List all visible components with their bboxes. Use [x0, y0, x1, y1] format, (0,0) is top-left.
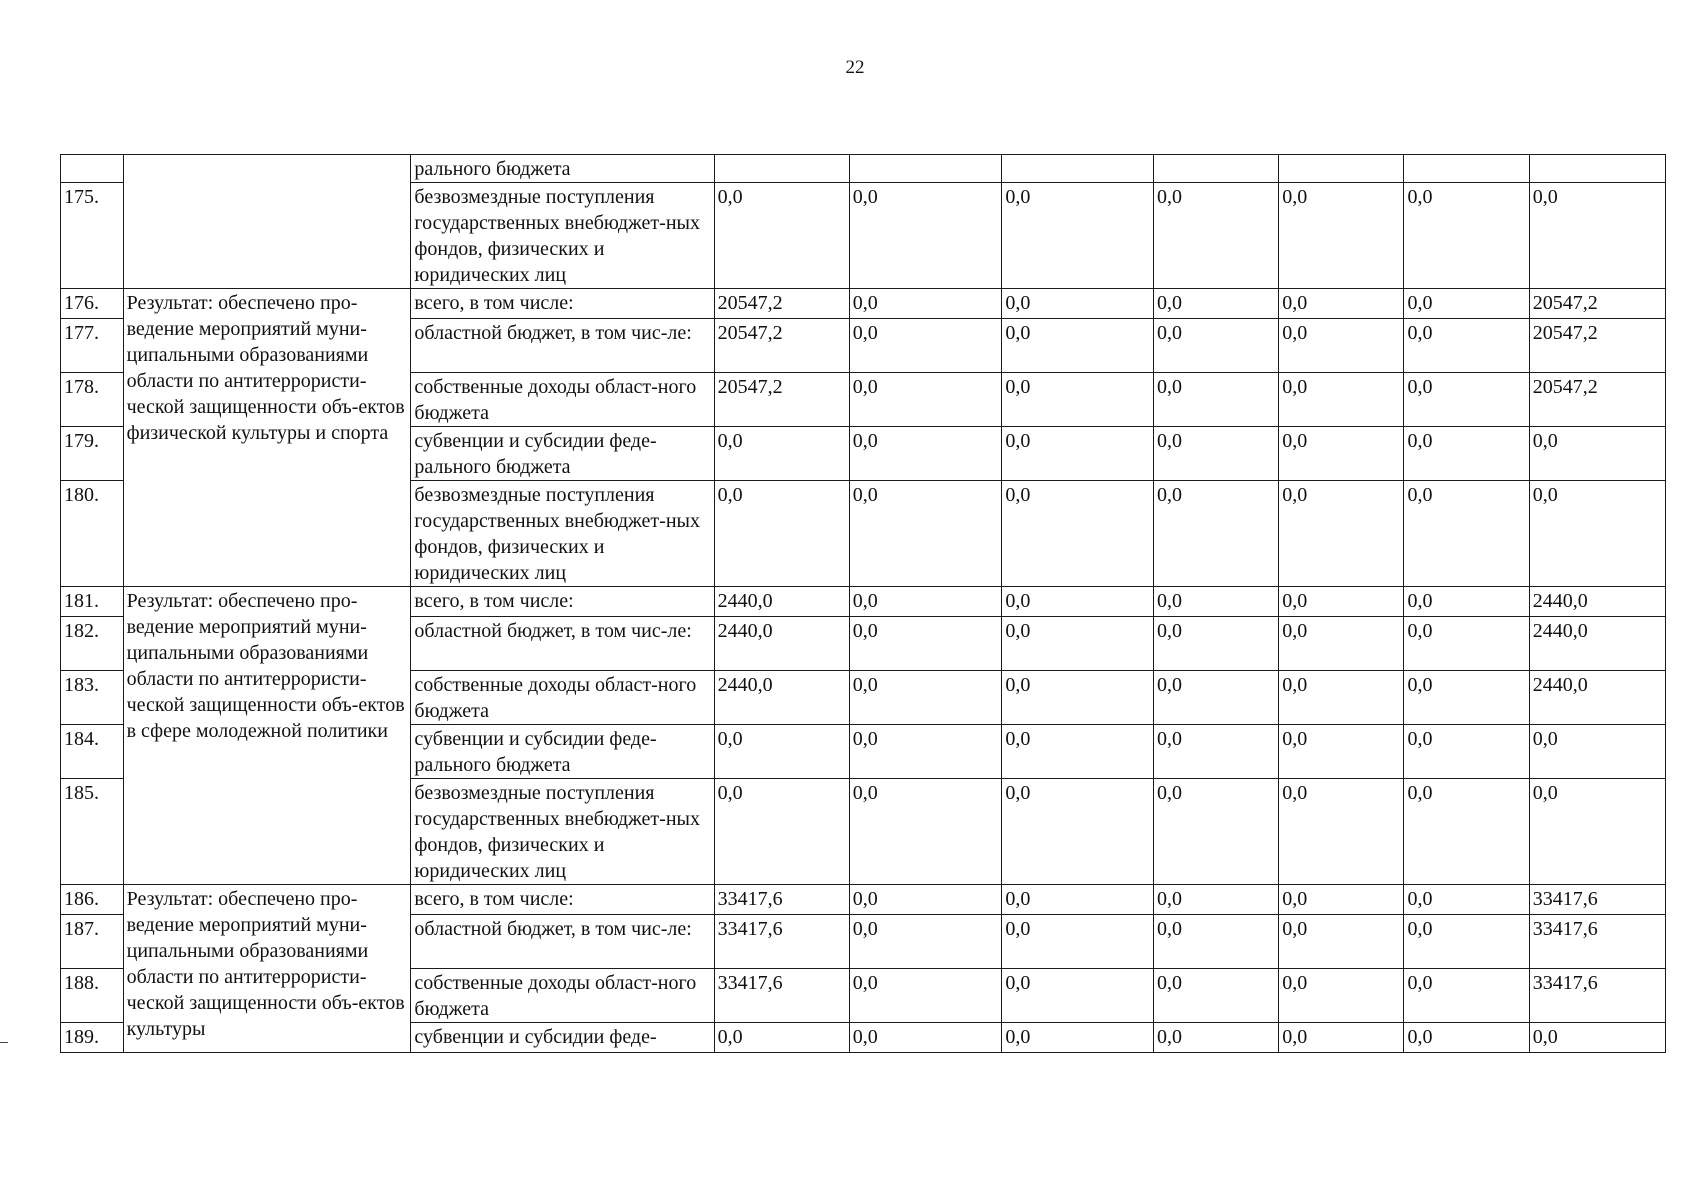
- amount-cell: 33417,6: [1529, 969, 1665, 1023]
- amount-cell: 0,0: [1404, 183, 1529, 289]
- amount-cell: 0,0: [849, 427, 1002, 481]
- amount-cell: 0,0: [1279, 319, 1404, 373]
- amount-cell: 20547,2: [714, 289, 849, 319]
- amount-cell: [1154, 155, 1279, 183]
- funding-source: собственные доходы област-ного бюджета: [411, 373, 714, 427]
- amount-cell: 0,0: [1404, 671, 1529, 725]
- amount-cell: 0,0: [1404, 319, 1529, 373]
- amount-cell: 0,0: [1154, 183, 1279, 289]
- amount-cell: 0,0: [1404, 617, 1529, 671]
- amount-cell: [1404, 155, 1529, 183]
- amount-cell: [1002, 155, 1154, 183]
- row-number: 180.: [61, 481, 124, 587]
- amount-cell: 0,0: [1279, 885, 1404, 915]
- funding-source: всего, в том числе:: [411, 885, 714, 915]
- amount-cell: 0,0: [1529, 1023, 1665, 1053]
- row-number: 186.: [61, 885, 124, 915]
- funding-source: безвозмездные поступления государственных внебюджет-ных фондов, физических и юридических лиц: [411, 481, 714, 587]
- amount-cell: 0,0: [1002, 373, 1154, 427]
- amount-cell: 0,0: [1154, 587, 1279, 617]
- amount-cell: 0,0: [1154, 319, 1279, 373]
- amount-cell: 0,0: [1404, 481, 1529, 587]
- amount-cell: 2440,0: [1529, 617, 1665, 671]
- amount-cell: 0,0: [1002, 319, 1154, 373]
- amount-cell: 2440,0: [1529, 587, 1665, 617]
- amount-cell: 0,0: [1279, 373, 1404, 427]
- funding-source: собственные доходы област-ного бюджета: [411, 969, 714, 1023]
- amount-cell: 33417,6: [1529, 885, 1665, 915]
- row-number: 184.: [61, 725, 124, 779]
- amount-cell: 2440,0: [714, 587, 849, 617]
- amount-cell: 2440,0: [714, 617, 849, 671]
- amount-cell: 0,0: [849, 289, 1002, 319]
- funding-source: субвенции и субсидии феде-: [411, 1023, 714, 1053]
- table-row: [61, 587, 1666, 617]
- amount-cell: 0,0: [1154, 671, 1279, 725]
- row-number: 189.: [61, 1023, 124, 1053]
- amount-cell: 0,0: [1154, 289, 1279, 319]
- amount-cell: 0,0: [1154, 779, 1279, 885]
- amount-cell: 0,0: [1154, 617, 1279, 671]
- amount-cell: 0,0: [1002, 885, 1154, 915]
- margin-mark: [0, 1042, 8, 1043]
- amount-cell: 0,0: [1404, 587, 1529, 617]
- amount-cell: 0,0: [1404, 885, 1529, 915]
- amount-cell: 0,0: [1404, 373, 1529, 427]
- amount-cell: 0,0: [1529, 427, 1665, 481]
- budget-table: [60, 154, 1666, 1053]
- row-number: 185.: [61, 779, 124, 885]
- funding-source: собственные доходы област-ного бюджета: [411, 671, 714, 725]
- table-row: [61, 155, 1666, 183]
- row-number: 179.: [61, 427, 124, 481]
- amount-cell: [1279, 155, 1404, 183]
- amount-cell: 0,0: [1002, 1023, 1154, 1053]
- amount-cell: 0,0: [849, 373, 1002, 427]
- amount-cell: 0,0: [1529, 183, 1665, 289]
- amount-cell: 0,0: [1002, 915, 1154, 969]
- amount-cell: 0,0: [1154, 969, 1279, 1023]
- amount-cell: 20547,2: [1529, 289, 1665, 319]
- amount-cell: 0,0: [849, 969, 1002, 1023]
- row-number: 183.: [61, 671, 124, 725]
- amount-cell: 0,0: [1002, 427, 1154, 481]
- amount-cell: 2440,0: [714, 671, 849, 725]
- amount-cell: 0,0: [1279, 183, 1404, 289]
- amount-cell: 33417,6: [714, 969, 849, 1023]
- amount-cell: 0,0: [1529, 725, 1665, 779]
- funding-source: субвенции и субсидии феде-рального бюджета: [411, 427, 714, 481]
- amount-cell: 33417,6: [1529, 915, 1665, 969]
- amount-cell: 0,0: [1154, 915, 1279, 969]
- row-number: 176.: [61, 289, 124, 319]
- funding-source: субвенции и субсидии феде-рального бюджета: [411, 725, 714, 779]
- amount-cell: 0,0: [714, 779, 849, 885]
- row-number: 178.: [61, 373, 124, 427]
- amount-cell: 0,0: [849, 481, 1002, 587]
- amount-cell: 0,0: [1154, 481, 1279, 587]
- amount-cell: 0,0: [1279, 481, 1404, 587]
- funding-source: всего, в том числе:: [411, 587, 714, 617]
- amount-cell: 0,0: [1002, 969, 1154, 1023]
- row-number: 188.: [61, 969, 124, 1023]
- amount-cell: 0,0: [1279, 587, 1404, 617]
- amount-cell: 0,0: [714, 183, 849, 289]
- amount-cell: 0,0: [1404, 289, 1529, 319]
- amount-cell: 20547,2: [714, 373, 849, 427]
- result-description: [123, 155, 411, 289]
- amount-cell: 0,0: [1279, 969, 1404, 1023]
- amount-cell: 0,0: [1154, 725, 1279, 779]
- amount-cell: 0,0: [1154, 427, 1279, 481]
- funding-source: безвозмездные поступления государственных внебюджет-ных фондов, физических и юридических лиц: [411, 183, 714, 289]
- amount-cell: 33417,6: [714, 915, 849, 969]
- amount-cell: 0,0: [714, 725, 849, 779]
- amount-cell: 0,0: [1002, 725, 1154, 779]
- amount-cell: 0,0: [849, 915, 1002, 969]
- amount-cell: 20547,2: [714, 319, 849, 373]
- amount-cell: 0,0: [849, 779, 1002, 885]
- amount-cell: 0,0: [1404, 779, 1529, 885]
- row-number: 182.: [61, 617, 124, 671]
- amount-cell: 0,0: [1279, 617, 1404, 671]
- row-number: [61, 155, 124, 183]
- funding-source: безвозмездные поступления государственных внебюджет-ных фондов, физических и юридических лиц: [411, 779, 714, 885]
- amount-cell: 0,0: [1154, 373, 1279, 427]
- amount-cell: 0,0: [1154, 1023, 1279, 1053]
- amount-cell: 0,0: [1404, 969, 1529, 1023]
- amount-cell: [1529, 155, 1665, 183]
- amount-cell: 0,0: [1279, 779, 1404, 885]
- amount-cell: 0,0: [714, 481, 849, 587]
- row-number: 175.: [61, 183, 124, 289]
- amount-cell: 0,0: [849, 617, 1002, 671]
- result-description: Результат: обеспечено про-ведение мероприятий муни-ципальными образованиями области по антитеррористи-ческой защищенности объ-ектов в сфере молодежной политики: [123, 587, 411, 885]
- result-description: Результат: обеспечено про-ведение мероприятий муни-ципальными образованиями области по антитеррористи-ческой защищенности объ-ектов культуры: [123, 885, 411, 1053]
- amount-cell: 0,0: [849, 725, 1002, 779]
- amount-cell: 0,0: [849, 671, 1002, 725]
- funding-source: областной бюджет, в том чис-ле:: [411, 617, 714, 671]
- page-number: 22: [845, 57, 865, 78]
- amount-cell: 0,0: [849, 183, 1002, 289]
- amount-cell: 0,0: [849, 319, 1002, 373]
- funding-source: рального бюджета: [411, 155, 714, 183]
- row-number: 177.: [61, 319, 124, 373]
- amount-cell: 0,0: [1529, 481, 1665, 587]
- amount-cell: 0,0: [1404, 427, 1529, 481]
- amount-cell: 0,0: [1002, 617, 1154, 671]
- amount-cell: 0,0: [714, 1023, 849, 1053]
- table-row: [61, 885, 1666, 915]
- amount-cell: 0,0: [1279, 915, 1404, 969]
- amount-cell: [714, 155, 849, 183]
- amount-cell: 0,0: [1529, 779, 1665, 885]
- amount-cell: 0,0: [1279, 725, 1404, 779]
- amount-cell: 20547,2: [1529, 319, 1665, 373]
- amount-cell: 0,0: [1002, 779, 1154, 885]
- amount-cell: 33417,6: [714, 885, 849, 915]
- amount-cell: 0,0: [714, 427, 849, 481]
- funding-source: областной бюджет, в том чис-ле:: [411, 319, 714, 373]
- amount-cell: 20547,2: [1529, 373, 1665, 427]
- amount-cell: 0,0: [849, 587, 1002, 617]
- funding-source: областной бюджет, в том чис-ле:: [411, 915, 714, 969]
- amount-cell: 0,0: [1279, 1023, 1404, 1053]
- amount-cell: 0,0: [1002, 289, 1154, 319]
- amount-cell: 0,0: [1154, 885, 1279, 915]
- row-number: 181.: [61, 587, 124, 617]
- amount-cell: 0,0: [1404, 1023, 1529, 1053]
- amount-cell: 0,0: [1002, 481, 1154, 587]
- amount-cell: 0,0: [1002, 183, 1154, 289]
- amount-cell: 2440,0: [1529, 671, 1665, 725]
- amount-cell: [849, 155, 1002, 183]
- amount-cell: 0,0: [849, 885, 1002, 915]
- amount-cell: 0,0: [1404, 725, 1529, 779]
- amount-cell: 0,0: [1404, 915, 1529, 969]
- amount-cell: 0,0: [1279, 671, 1404, 725]
- amount-cell: 0,0: [1002, 587, 1154, 617]
- row-number: 187.: [61, 915, 124, 969]
- result-description: Результат: обеспечено про-ведение мероприятий муни-ципальными образованиями области по антитеррористи-ческой защищенности объ-ектов физической культуры и спорта: [123, 289, 411, 587]
- funding-source: всего, в том числе:: [411, 289, 714, 319]
- amount-cell: 0,0: [1002, 671, 1154, 725]
- amount-cell: 0,0: [849, 1023, 1002, 1053]
- amount-cell: 0,0: [1279, 289, 1404, 319]
- table-row: [61, 289, 1666, 319]
- amount-cell: 0,0: [1279, 427, 1404, 481]
